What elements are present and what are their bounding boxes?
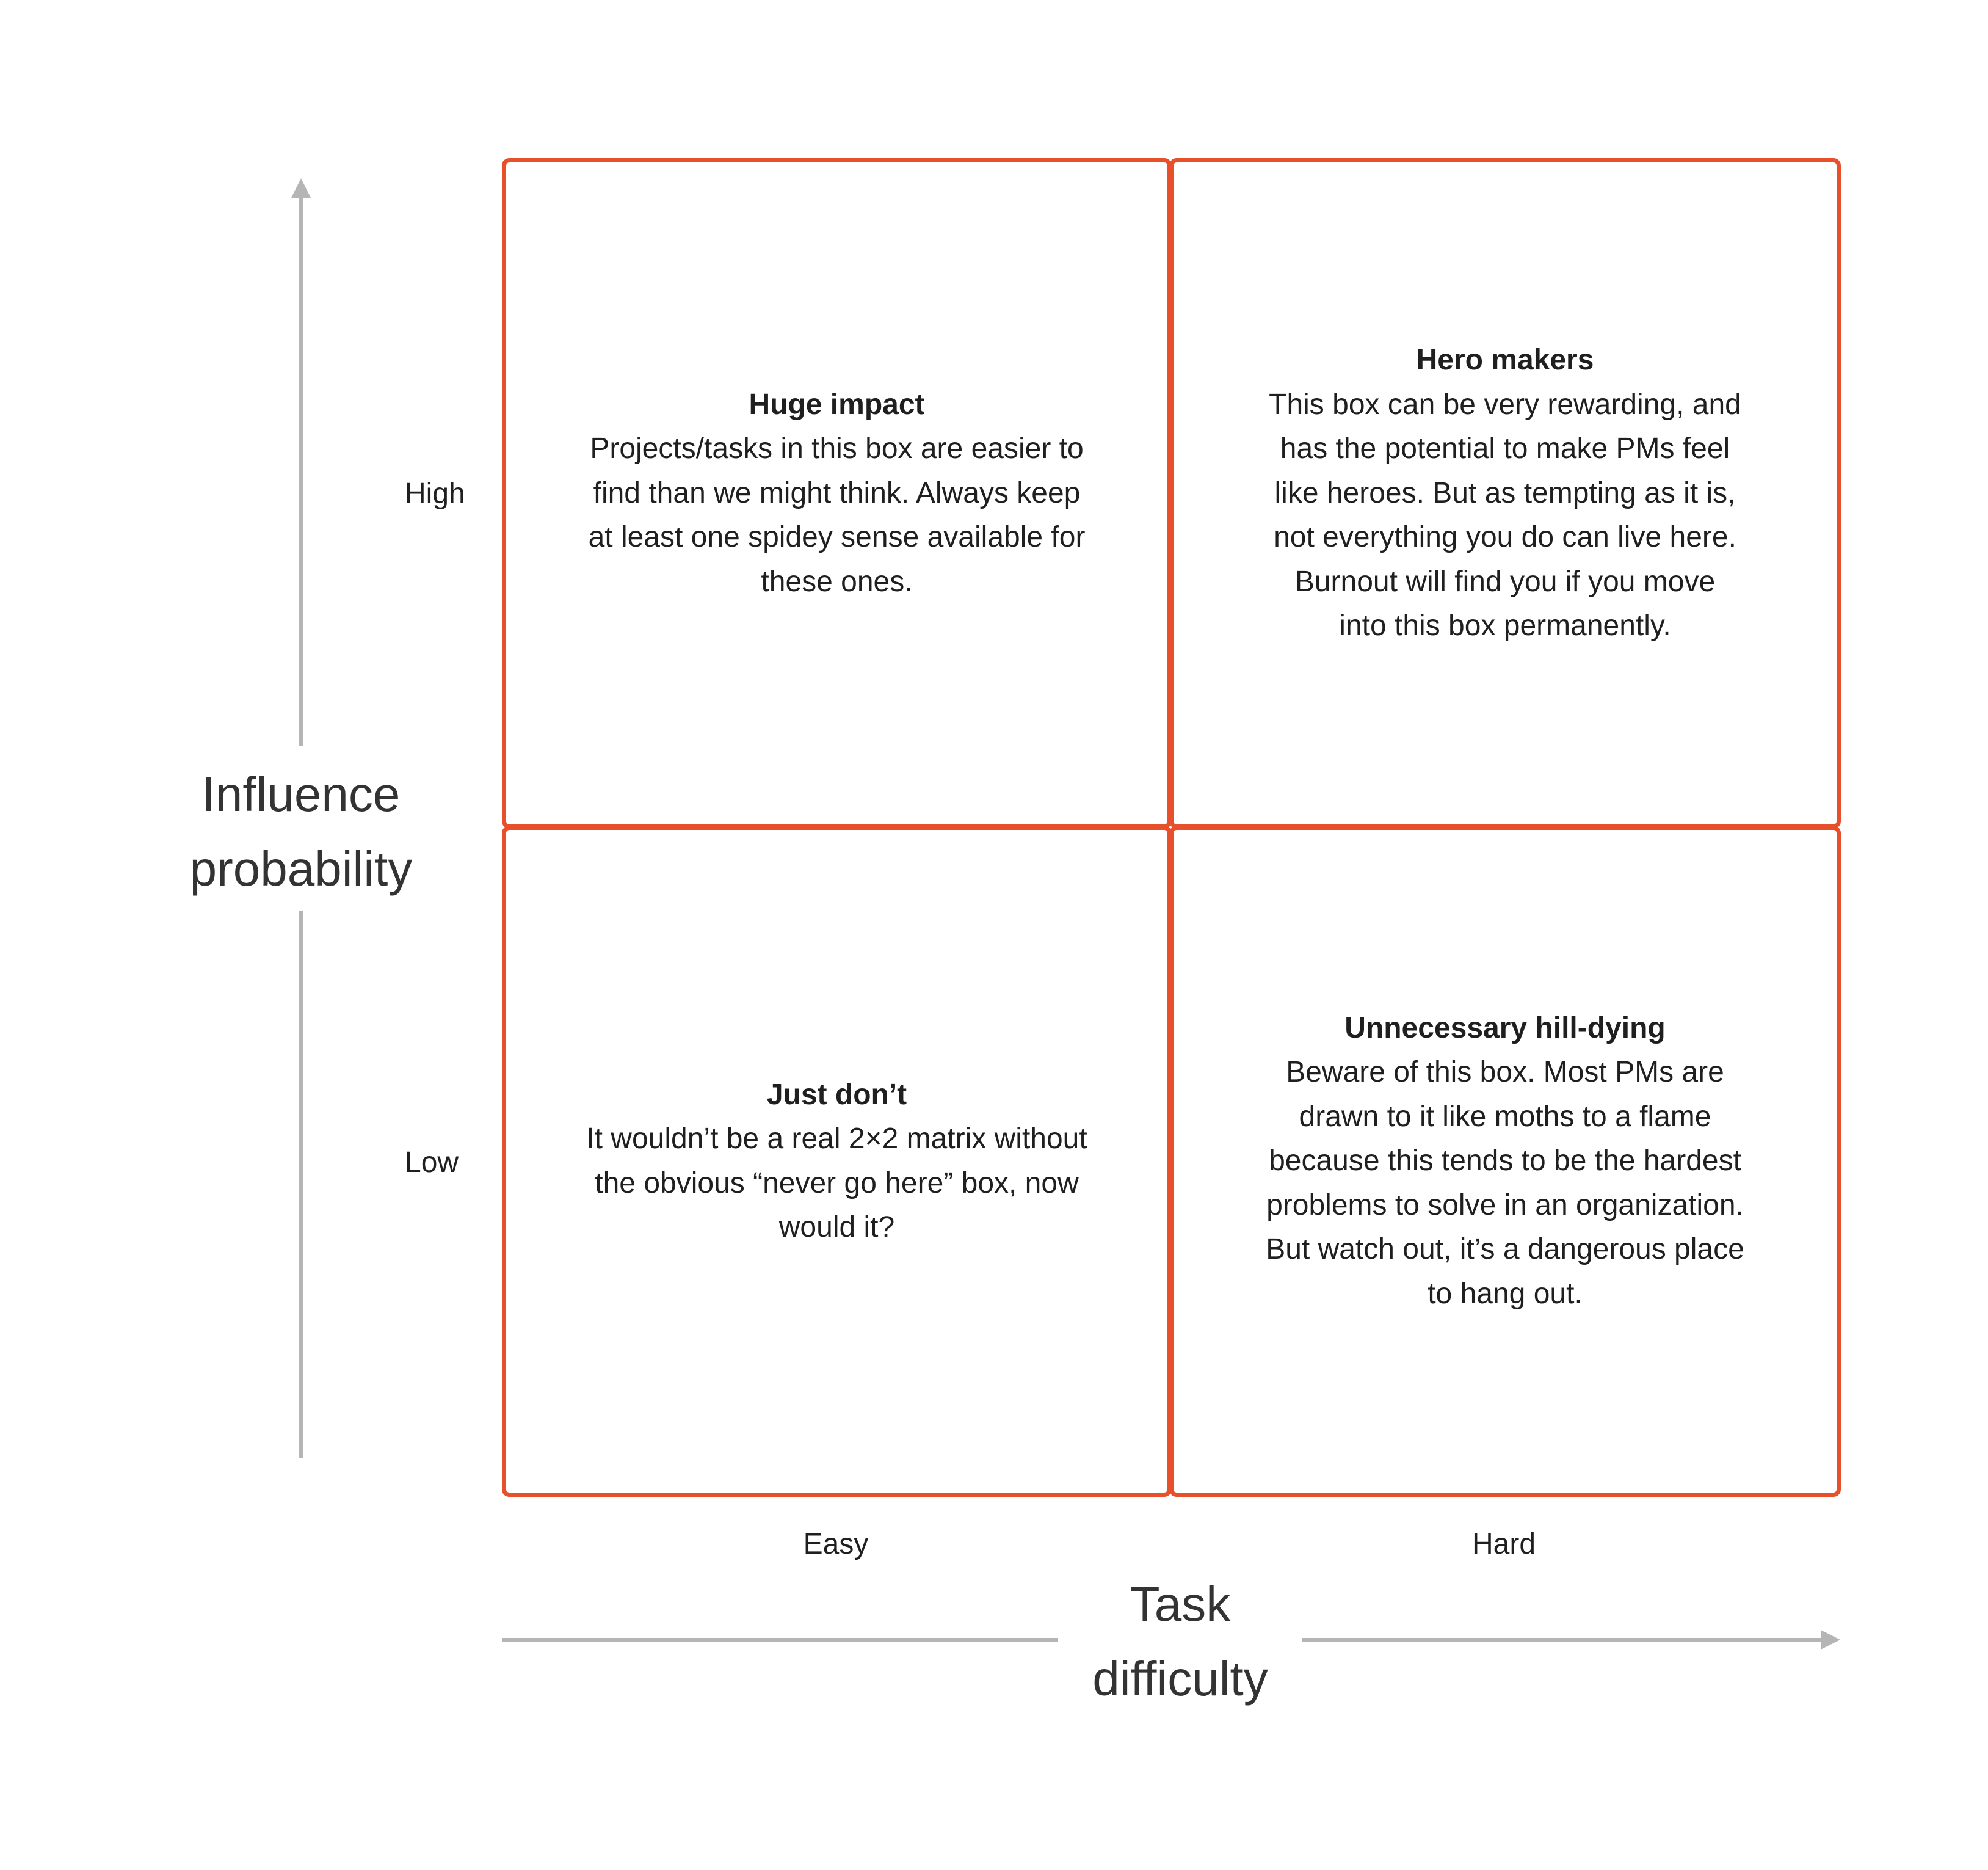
quadrant-top-right-line: This box can be very rewarding, and [1269,388,1741,421]
quadrant-top-right-text [1269,338,1741,649]
quadrant-top-left-title: Huge impact [749,388,925,421]
y-axis-title-line-1: Influence [201,767,401,821]
quadrant-top-left [502,158,1172,829]
quadrant-bottom-right-line: to hang out. [1428,1277,1583,1310]
quadrant-bottom-right-text [1266,1006,1744,1317]
quadrant-top-right-line: not everything you do can live here. [1274,521,1736,554]
quadrant-bottom-right [1169,826,1841,1497]
x-axis-title [1028,1567,1333,1716]
x-tick-easy: Easy [803,1528,869,1560]
quadrant-top-right-line: Burnout will find you if you move [1294,565,1716,598]
y-tick-high: High [405,478,465,510]
quadrant-top-left-line: Projects/tasks in this box are easier to [590,432,1084,465]
quadrant-bottom-left [502,826,1172,1497]
quadrant-bottom-left-line: It wouldn’t be a real 2×2 matrix without [586,1122,1087,1155]
quadrant-bottom-right-title: Unnecessary hill-dying [1344,1011,1666,1044]
quadrant-bottom-left-line: would it? [778,1211,895,1243]
y-tick-low: Low [405,1146,459,1179]
quadrant-bottom-left-title: Just don’t [766,1078,907,1111]
quadrant-top-left-line: at least one spidey sense available for [588,521,1086,554]
quadrant-bottom-left-line: the obvious “never go here” box, now [595,1166,1079,1199]
y-axis-arrowhead [291,178,311,198]
quadrant-bottom-right-line: But watch out, it’s a dangerous place [1266,1233,1744,1266]
quadrant-top-right-line: has the potential to make PMs feel [1280,432,1730,465]
quadrant-bottom-right-line: because this tends to be the hardest [1269,1144,1741,1177]
quadrant-top-left-text [589,383,1086,605]
quadrant-top-right-line: into this box permanently. [1339,609,1671,642]
y-axis-title [148,757,454,906]
quadrant-top-left-line: these ones. [761,565,913,598]
quadrant-top-right-line: like heroes. But as tempting as it is, [1274,476,1736,509]
quadrant-bottom-right-line: drawn to it like moths to a flame [1299,1100,1711,1133]
x-axis-title-line-2: difficulty [1092,1651,1268,1706]
quadrant-bottom-right-line: Beware of this box. Most PMs are [1286,1056,1724,1089]
x-axis-title-line-1: Task [1130,1577,1231,1631]
x-axis-arrowhead [1821,1630,1840,1650]
quadrant-bottom-right-line: problems to solve in an organization. [1266,1188,1744,1221]
y-axis-title-line-2: probability [189,842,413,896]
quadrant-top-right [1169,158,1841,829]
quadrant-bottom-left-text [586,1073,1087,1250]
x-tick-hard: Hard [1471,1528,1536,1560]
quadrant-top-right-title: Hero makers [1416,344,1594,377]
quadrant-top-left-line: find than we might think. Always keep [593,476,1081,509]
